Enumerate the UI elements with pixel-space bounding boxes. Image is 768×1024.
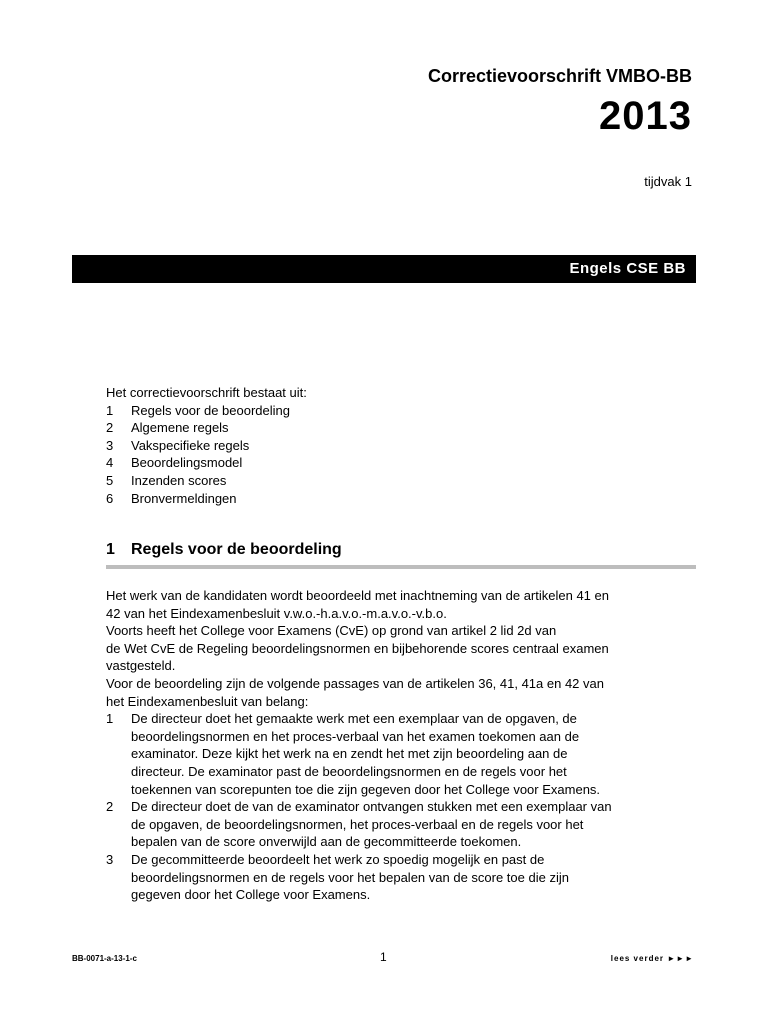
list-item-line: directeur. De examinator past de beoordelingsnormen en de regels voor het: [131, 763, 567, 779]
list-item-line: gegeven door het College voor Examens.: [131, 887, 371, 903]
paragraph-line: de Wet CvE de Regeling beoordelingsnormen en bijbehorende scores centraal examen: [106, 640, 609, 656]
toc-item-label: Regels voor de beoordeling: [131, 402, 290, 418]
toc-item: [106, 437, 307, 455]
list-item-number: 1: [106, 711, 114, 727]
document-year: 2013: [599, 94, 692, 138]
toc-item-number: 4: [106, 455, 114, 471]
toc-item-number: 2: [106, 420, 114, 436]
toc-intro: Het correctievoorschrift bestaat uit:: [106, 385, 307, 400]
toc-item: [106, 419, 307, 437]
list-item-line: De directeur doet de van de examinator ontvangen stukken met een exemplaar van: [131, 799, 612, 815]
list-item-line: De directeur doet het gemaakte werk met een exemplaar van de opgaven, de: [131, 711, 577, 727]
paragraph-line: het Eindexamenbesluit van belang:: [106, 693, 309, 709]
section-title: Regels voor de beoordeling: [131, 541, 342, 558]
list-item-line: bepalen van de score onverwijld aan de gecommitteerde toekomen.: [131, 834, 522, 850]
list-item-line: examinator. Deze kijkt het werk na en zendt het met zijn beoordeling aan de: [131, 746, 568, 762]
toc-item-label: Inzenden scores: [131, 472, 227, 488]
toc-item-label: Algemene regels: [131, 420, 229, 436]
document-code: BB-0071-a-13-1-c: [72, 954, 137, 963]
list-item-line: toekennen van scorepunten toe die zijn gegeven door het College voor Examens.: [131, 781, 601, 797]
paragraph-line: Het werk van de kandidaten wordt beoordeeld met inachtneming van de artikelen 41 en: [106, 588, 609, 603]
section-number: 1: [106, 541, 115, 558]
list-item-line: de opgaven, de beoordelingsnormen, het proces-verbaal en de regels voor het: [131, 816, 584, 832]
list-item: [106, 710, 696, 798]
toc-item-label: Beoordelingsmodel: [131, 455, 243, 471]
toc-item: [106, 490, 307, 508]
page-number: 1: [380, 950, 387, 964]
toc-item-label: Vakspecifieke regels: [131, 437, 250, 453]
section-heading: [106, 541, 342, 559]
list-item: [106, 851, 696, 904]
document-title: Correctievoorschrift VMBO-BB: [427, 66, 692, 86]
toc-item: [106, 472, 307, 490]
subject-label: Engels CSE BB: [569, 260, 686, 277]
paragraph-line: vastgesteld.: [106, 658, 176, 674]
list-item: [106, 798, 696, 851]
toc-item: [106, 454, 307, 472]
continue-link: lees verder ►►►: [610, 954, 694, 963]
paragraph-line: Voor de beoordeling zijn de volgende passages van de artikelen 36, 41, 41a en 42 van: [106, 675, 604, 691]
table-of-contents: [106, 384, 307, 507]
toc-item-number: 1: [106, 402, 114, 418]
toc-item-number: 3: [106, 437, 114, 453]
list-item-line: De gecommitteerde beoordeelt het werk zo spoedig mogelijk en past de: [131, 851, 545, 867]
toc-item: [106, 402, 307, 420]
list-item-number: 2: [106, 799, 114, 815]
list-item-number: 3: [106, 851, 114, 867]
toc-item-number: 5: [106, 472, 114, 488]
tijdvak-label: tijdvak 1: [644, 174, 692, 189]
paragraph-line: Voorts heeft het College voor Examens (CvE) op grond van artikel 2 lid 2d van: [106, 623, 557, 639]
list-item-line: beoordelingsnormen en het proces-verbaal van het examen toekomen aan de: [131, 728, 580, 744]
toc-item-number: 6: [106, 490, 114, 506]
paragraph-line: 42 van het Eindexamenbesluit v.w.o.-h.a.v.o.-m.a.v.o.-v.b.o.: [106, 605, 447, 621]
list-item-line: beoordelingsnormen en de regels voor het bepalen van de score toe die zijn: [131, 869, 569, 885]
section-divider: [106, 565, 696, 569]
section-body: [106, 587, 696, 904]
subject-banner: [72, 255, 696, 283]
toc-item-label: Bronvermeldingen: [131, 490, 237, 506]
